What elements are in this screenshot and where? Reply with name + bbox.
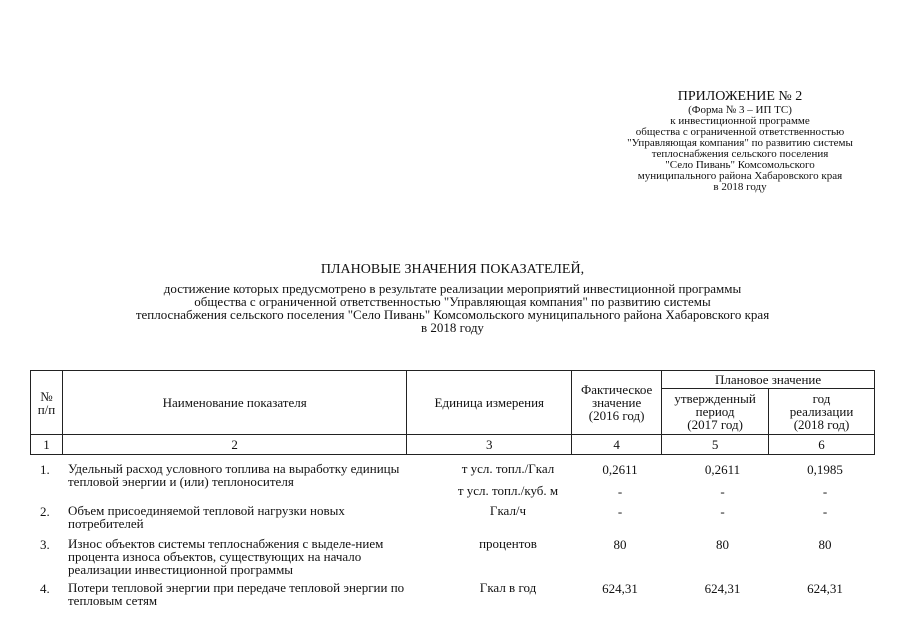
header-implementation-year: год реализации (2018 год) — [769, 389, 875, 435]
indicator-unit: т усл. топл./куб. м — [457, 483, 559, 498]
column-number-cell: 5 — [662, 435, 769, 455]
actual-value: - — [617, 504, 623, 519]
approved-period-value: - — [720, 484, 725, 499]
document-subtitle-line: общества с ограниченной ответственностью "Управляющая компания" по развитию системы — [194, 294, 711, 309]
appendix-line: теплоснабжения сельского поселения — [651, 148, 829, 160]
header-indicator-name: Наименование показателя — [62, 371, 406, 435]
appendix-line: (Форма № 3 – ИП ТС) — [688, 104, 792, 116]
column-number-cell: 6 — [769, 435, 875, 455]
implementation-year-value: 624,31 — [807, 581, 843, 596]
appendix-line: к инвестиционной программе — [670, 115, 810, 127]
header-approved-period: утвержденный период (2017 год) — [662, 389, 769, 435]
indicator-unit: процентов — [479, 536, 537, 551]
actual-value: 80 — [613, 537, 627, 552]
approved-period-value: 80 — [716, 537, 729, 552]
document-subtitle-line: достижение которых предусмотрено в результате реализации мероприятий инвестиционной программы — [163, 281, 742, 296]
approved-period-value: 624,31 — [704, 581, 741, 596]
row-number: 1. — [40, 462, 50, 477]
actual-value: 624,31 — [602, 581, 638, 596]
indicators-table-header — [30, 370, 875, 455]
appendix-line: в 2018 году — [713, 181, 767, 193]
actual-value: 0,2611 — [602, 462, 638, 477]
header-actual-value: Фактическое значение (2016 год) — [572, 371, 662, 435]
indicator-name: Объем присоединяемой тепловой нагрузки новых потребителей — [68, 503, 345, 531]
indicator-name: Износ объектов системы теплоснабжения с выделе-нием процента износа объектов, существующих на начало реализации инвестиционной программы — [68, 536, 384, 577]
document-title: ПЛАНОВЫЕ ЗНАЧЕНИЯ ПОКАЗАТЕЛЕЙ, — [320, 262, 585, 277]
document-heading — [60, 262, 845, 334]
appendix-line: "Село Пивань" Комсомольского — [665, 159, 815, 171]
indicator-unit: Гкал/ч — [489, 503, 527, 518]
document-subtitle-line: в 2018 году — [421, 320, 484, 335]
column-number-cell: 1 — [31, 435, 63, 455]
approved-period-value: - — [720, 504, 725, 519]
row-number: 3. — [40, 537, 50, 552]
header-number: № п/п — [31, 371, 63, 435]
approved-period-value: 0,2611 — [704, 462, 741, 477]
implementation-year-value: 80 — [818, 537, 832, 552]
appendix-line: общества с ограниченной ответственностью — [635, 126, 845, 138]
document-subtitle-line: теплоснабжения сельского поселения "Село Пивань" Комсомольского муниципального района Хабаровского края — [135, 307, 770, 322]
implementation-year-value: 0,1985 — [807, 462, 843, 477]
header-planned-value: Плановое значение — [662, 371, 875, 389]
column-number-cell: 3 — [407, 435, 572, 455]
appendix-title: ПРИЛОЖЕНИЕ № 2 — [677, 89, 803, 104]
indicator-name: Удельный расход условного топлива на выработку единицы тепловой энергии и (или) теплоносителя — [68, 461, 400, 489]
header-unit: Единица измерения — [407, 371, 572, 435]
row-number: 4. — [40, 581, 50, 596]
appendix-line: муниципального района Хабаровского края — [637, 170, 843, 182]
actual-value: - — [617, 484, 623, 499]
column-number-cell: 2 — [62, 435, 406, 455]
indicator-name: Потери тепловой энергии при передаче тепловой энергии по тепловым сетям — [68, 580, 405, 608]
indicator-unit: Гкал в год — [479, 580, 537, 595]
indicator-unit: т усл. топл./Гкал — [461, 461, 555, 476]
implementation-year-value: - — [822, 504, 828, 519]
column-number-cell: 4 — [572, 435, 662, 455]
implementation-year-value: - — [822, 484, 828, 499]
appendix-block — [600, 89, 880, 193]
appendix-line: "Управляющая компания" по развитию системы — [627, 137, 853, 149]
row-number: 2. — [40, 504, 50, 519]
